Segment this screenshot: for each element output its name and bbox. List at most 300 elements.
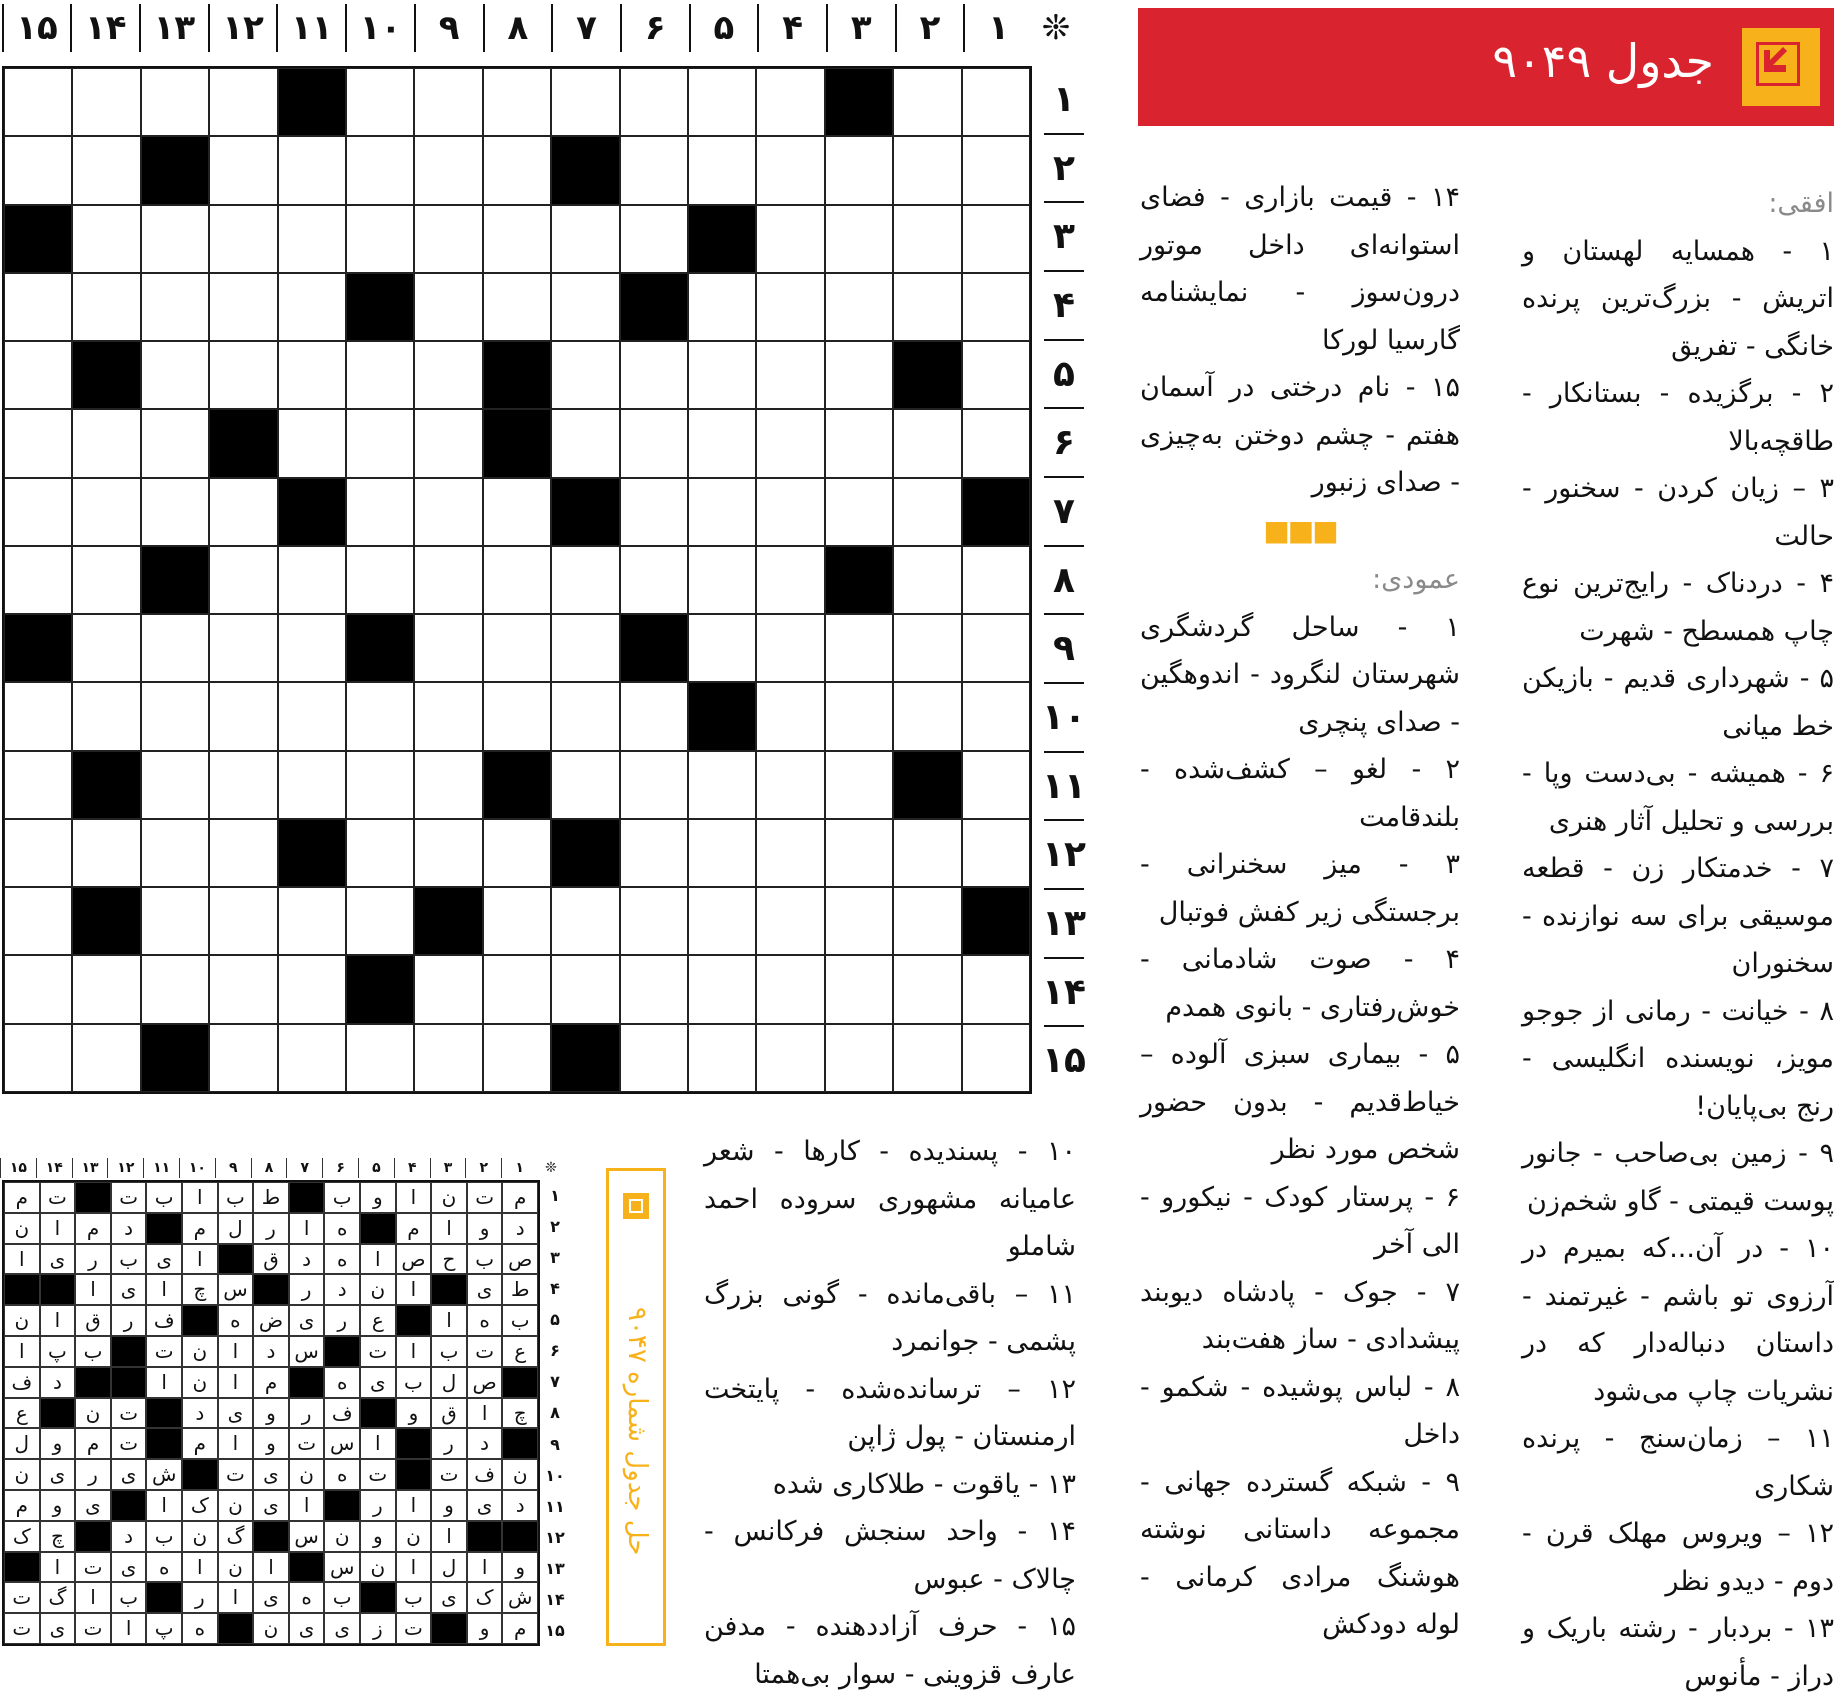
grid-cell[interactable]: [962, 273, 1030, 341]
column-number: ۵: [689, 4, 758, 52]
grid-cell[interactable]: [209, 136, 277, 204]
grid-cell[interactable]: [893, 1024, 961, 1092]
down-clue: ۱۲ – ترسانده‌شده - پایتخت ارمنستان - پول ژاپن: [704, 1373, 1076, 1452]
grid-cell[interactable]: [346, 887, 414, 955]
solution-black-cell: [111, 1336, 147, 1367]
solution-black-cell: [218, 1244, 254, 1275]
grid-cell[interactable]: [756, 819, 824, 887]
grid-cell[interactable]: [551, 205, 619, 273]
solution-cell: س: [289, 1336, 325, 1367]
solution-column-number: ۱۴: [36, 1158, 72, 1178]
grid-cell[interactable]: [141, 205, 209, 273]
solution-cell: ل: [4, 1428, 40, 1459]
grid-cell[interactable]: [893, 614, 961, 682]
row-number: ۶: [1044, 409, 1084, 478]
grid-cell[interactable]: [893, 546, 961, 614]
solution-cell: ن: [182, 1521, 218, 1552]
solution-cell: ن: [218, 1490, 254, 1521]
grid-cell[interactable]: [4, 1024, 72, 1092]
grid-cell[interactable]: [620, 1024, 688, 1092]
solution-cell: ه: [146, 1552, 182, 1583]
solution-cell: ر: [182, 1582, 218, 1613]
grid-cell[interactable]: [825, 136, 893, 204]
grid-cell[interactable]: [756, 614, 824, 682]
solution-cell: ر: [75, 1244, 111, 1275]
solution-row-number: ۱۲: [545, 1527, 565, 1547]
grid-cell[interactable]: [72, 614, 140, 682]
arrow-down-left-icon: [1760, 46, 1790, 76]
row-number: ۳: [1044, 203, 1084, 272]
black-cell: [209, 409, 277, 477]
solution-cell: ا: [396, 1336, 432, 1367]
grid-cell[interactable]: [962, 409, 1030, 477]
grid-cell[interactable]: [688, 955, 756, 1023]
down-clue: ۵ - بیماری سبزی آلوده – خیاط‌قدیم - بدون حضور شخص مورد نظر: [1140, 1039, 1460, 1165]
across-clue: ۳ – زیان کردن - سخنور - حالت: [1522, 473, 1834, 552]
across-clue: ۱۱ – زمان‌سنج - پرنده شکاری: [1522, 1423, 1834, 1502]
grid-cell[interactable]: [278, 136, 346, 204]
solution-column-numbers: [0, 1158, 565, 1178]
solution-cell: ن: [431, 1182, 467, 1213]
grid-cell[interactable]: [4, 819, 72, 887]
grid-cell[interactable]: [756, 546, 824, 614]
grid-cell[interactable]: [825, 341, 893, 409]
grid-cell[interactable]: [688, 751, 756, 819]
grid-cell[interactable]: [414, 819, 482, 887]
grid-cell[interactable]: [962, 751, 1030, 819]
solution-cell: د: [111, 1521, 147, 1552]
grid-cell[interactable]: [414, 205, 482, 273]
grid-cell[interactable]: [551, 68, 619, 136]
grid-cell[interactable]: [688, 819, 756, 887]
grid-cell[interactable]: [278, 1024, 346, 1092]
grid-cell[interactable]: [688, 887, 756, 955]
solution-row-number: ۵: [550, 1310, 560, 1330]
grid-cell[interactable]: [209, 273, 277, 341]
grid-cell[interactable]: [620, 546, 688, 614]
grid-cell[interactable]: [4, 546, 72, 614]
grid-cell[interactable]: [4, 68, 72, 136]
grid-cell[interactable]: [414, 341, 482, 409]
grid-cell[interactable]: [4, 136, 72, 204]
solution-cell: ص: [396, 1244, 432, 1275]
grid-cell[interactable]: [72, 955, 140, 1023]
grid-cell[interactable]: [962, 341, 1030, 409]
grid-cell[interactable]: [756, 341, 824, 409]
grid-cell[interactable]: [962, 136, 1030, 204]
grid-cell[interactable]: [483, 205, 551, 273]
column-number: ۱۳: [139, 4, 208, 52]
grid-cell[interactable]: [620, 409, 688, 477]
grid-cell[interactable]: [414, 682, 482, 750]
grid-cell[interactable]: [825, 409, 893, 477]
grid-cell[interactable]: [893, 205, 961, 273]
grid-cell[interactable]: [141, 614, 209, 682]
down-clue: ۱۴ - واحد سنجش فرکانس - چالاک - عبوس: [704, 1516, 1076, 1595]
grid-cell[interactable]: [141, 478, 209, 546]
grid-cell[interactable]: [72, 273, 140, 341]
row-number: ۹: [1044, 615, 1084, 684]
grid-cell[interactable]: [962, 819, 1030, 887]
grid-cell[interactable]: [346, 1024, 414, 1092]
grid-cell[interactable]: [414, 136, 482, 204]
grid-cell[interactable]: [72, 546, 140, 614]
solution-cell: ب: [75, 1336, 111, 1367]
black-cell: [72, 887, 140, 955]
grid-cell[interactable]: [346, 136, 414, 204]
grid-cell[interactable]: [620, 136, 688, 204]
grid-cell[interactable]: [141, 341, 209, 409]
grid-cell[interactable]: [483, 136, 551, 204]
grid-cell[interactable]: [688, 546, 756, 614]
grid-cell[interactable]: [209, 478, 277, 546]
grid-cell[interactable]: [551, 614, 619, 682]
black-cell: [483, 409, 551, 477]
grid-cell[interactable]: [278, 546, 346, 614]
grid-cell[interactable]: [414, 751, 482, 819]
grid-cell[interactable]: [278, 682, 346, 750]
grid-cell[interactable]: [4, 409, 72, 477]
grid-cell[interactable]: [620, 887, 688, 955]
grid-cell[interactable]: [278, 205, 346, 273]
grid-cell[interactable]: [483, 955, 551, 1023]
grid-cell[interactable]: [141, 955, 209, 1023]
grid-cell[interactable]: [825, 273, 893, 341]
solution-cell: ی: [253, 1490, 289, 1521]
solution-cell: ق: [75, 1305, 111, 1336]
grid-cell[interactable]: [688, 68, 756, 136]
grid-cell[interactable]: [209, 614, 277, 682]
grid-cell[interactable]: [346, 682, 414, 750]
grid-cell[interactable]: [4, 751, 72, 819]
grid-cell[interactable]: [209, 887, 277, 955]
grid-cell[interactable]: [72, 819, 140, 887]
grid-cell[interactable]: [414, 614, 482, 682]
solution-cell: ب: [396, 1367, 432, 1398]
grid-cell[interactable]: [756, 887, 824, 955]
solution-cell: ی: [75, 1490, 111, 1521]
grid-cell[interactable]: [346, 205, 414, 273]
grid-cell[interactable]: [72, 409, 140, 477]
solution-cell: ا: [360, 1244, 396, 1275]
solution-cell: ت: [218, 1459, 254, 1490]
solution-cell: ا: [146, 1367, 182, 1398]
grid-cell[interactable]: [346, 819, 414, 887]
grid-cell[interactable]: [483, 819, 551, 887]
solution-black-cell: [502, 1367, 538, 1398]
grid-cell[interactable]: [688, 409, 756, 477]
solution-cell: ت: [4, 1613, 40, 1644]
grid-cell[interactable]: [414, 68, 482, 136]
solution-cell: ا: [467, 1398, 503, 1429]
solution-cell: ا: [431, 1213, 467, 1244]
grid-cell[interactable]: [756, 273, 824, 341]
crossword-grid: [2, 66, 1032, 1094]
row-number: ۱۳: [1044, 890, 1084, 959]
grid-cell[interactable]: [278, 614, 346, 682]
grid-cell[interactable]: [483, 1024, 551, 1092]
grid-cell[interactable]: [688, 478, 756, 546]
down-clue: ۷ - جوک - پادشاه دیوبند پیشدادی - ساز هفت‌بند: [1140, 1276, 1460, 1355]
grid-cell[interactable]: [209, 751, 277, 819]
grid-cell[interactable]: [72, 478, 140, 546]
grid-cell[interactable]: [278, 273, 346, 341]
grid-cell[interactable]: [278, 409, 346, 477]
grid-cell[interactable]: [620, 205, 688, 273]
solution-black-cell: [396, 1305, 432, 1336]
grid-cell[interactable]: [346, 478, 414, 546]
column-number: ۱۱: [276, 4, 345, 52]
grid-cell[interactable]: [756, 1024, 824, 1092]
grid-cell[interactable]: [688, 341, 756, 409]
grid-cell[interactable]: [141, 273, 209, 341]
solution-cell: ن: [4, 1459, 40, 1490]
grid-cell[interactable]: [756, 955, 824, 1023]
grid-cell[interactable]: [346, 68, 414, 136]
solution-black-cell: [75, 1367, 111, 1398]
across-clues-column-2: [1140, 174, 1460, 584]
solution-cell: م: [253, 1367, 289, 1398]
grid-cell[interactable]: [209, 955, 277, 1023]
grid-cell[interactable]: [141, 751, 209, 819]
grid-cell[interactable]: [72, 68, 140, 136]
grid-cell[interactable]: [620, 955, 688, 1023]
solution-cell: ا: [4, 1336, 40, 1367]
solution-black-cell: [146, 1213, 182, 1244]
black-cell: [414, 887, 482, 955]
solution-cell: ه: [324, 1213, 360, 1244]
grid-cell[interactable]: [962, 205, 1030, 273]
solution-cell: ل: [431, 1552, 467, 1583]
solution-cell: ی: [431, 1582, 467, 1613]
down-clue: ۱۳ - یاقوت - طلاکاری شده: [772, 1468, 1076, 1500]
column-number: ۱۲: [208, 4, 277, 52]
solution-cell: ا: [467, 1552, 503, 1583]
solution-row-number: ۹: [550, 1434, 560, 1454]
solution-cell: ی: [40, 1244, 76, 1275]
grid-cell[interactable]: [756, 478, 824, 546]
solution-cell: ب: [111, 1244, 147, 1275]
solution-cell: ر: [431, 1428, 467, 1459]
grid-cell[interactable]: [209, 341, 277, 409]
solution-cell: و: [360, 1521, 396, 1552]
grid-cell[interactable]: [551, 341, 619, 409]
grid-cell[interactable]: [414, 273, 482, 341]
grid-cell[interactable]: [209, 1024, 277, 1092]
grid-cell[interactable]: [688, 614, 756, 682]
grid-cell[interactable]: [893, 136, 961, 204]
grid-cell[interactable]: [346, 409, 414, 477]
black-cell: [278, 819, 346, 887]
grid-cell[interactable]: [756, 68, 824, 136]
grid-cell[interactable]: [278, 955, 346, 1023]
solution-cell: ی: [467, 1274, 503, 1305]
grid-cell[interactable]: [414, 409, 482, 477]
grid-cell[interactable]: [756, 205, 824, 273]
grid-cell[interactable]: [893, 819, 961, 887]
solution-cell: م: [182, 1213, 218, 1244]
grid-cell[interactable]: [346, 751, 414, 819]
grid-cell[interactable]: [141, 409, 209, 477]
grid-cell[interactable]: [962, 614, 1030, 682]
solution-cell: ص: [467, 1367, 503, 1398]
grid-cell[interactable]: [4, 273, 72, 341]
grid-cell[interactable]: [278, 887, 346, 955]
grid-cell[interactable]: [620, 819, 688, 887]
grid-cell[interactable]: [756, 409, 824, 477]
solution-cell: م: [4, 1182, 40, 1213]
grid-cell[interactable]: [346, 546, 414, 614]
grid-cell[interactable]: [141, 68, 209, 136]
solution-cell: ن: [253, 1613, 289, 1644]
solution-cell: د: [502, 1490, 538, 1521]
grid-cell[interactable]: [209, 68, 277, 136]
grid-cell[interactable]: [825, 682, 893, 750]
grid-cell[interactable]: [688, 273, 756, 341]
grid-cell[interactable]: [278, 341, 346, 409]
grid-cell[interactable]: [893, 682, 961, 750]
solution-cell: ه: [289, 1582, 325, 1613]
grid-cell[interactable]: [893, 955, 961, 1023]
column-number: ۴: [757, 4, 826, 52]
grid-cell[interactable]: [893, 478, 961, 546]
grid-cell[interactable]: [893, 273, 961, 341]
black-cell: [893, 751, 961, 819]
grid-cell[interactable]: [825, 819, 893, 887]
solution-cell: ن: [218, 1552, 254, 1583]
grid-cell[interactable]: [141, 887, 209, 955]
black-cell: [551, 136, 619, 204]
grid-cell[interactable]: [209, 546, 277, 614]
grid-cell[interactable]: [620, 478, 688, 546]
grid-cell[interactable]: [962, 68, 1030, 136]
solution-cell: ی: [218, 1398, 254, 1429]
solution-cell: ا: [289, 1213, 325, 1244]
solution-cell: ح: [431, 1244, 467, 1275]
grid-cell[interactable]: [551, 682, 619, 750]
grid-cell[interactable]: [4, 478, 72, 546]
down-clues-column-1: [1140, 556, 1460, 1651]
grid-cell[interactable]: [4, 682, 72, 750]
grid-cell[interactable]: [551, 409, 619, 477]
across-clue: ۶ - همیشه - بی‌دست وپا - بررسی و تحلیل آثار هنری: [1522, 758, 1834, 837]
solution-black-cell: [253, 1274, 289, 1305]
grid-cell[interactable]: [483, 478, 551, 546]
across-clue: ۱ - همسایه لهستان و اتریش - بزرگ‌ترین پرنده خانگی - تفریق: [1522, 235, 1834, 362]
grid-cell[interactable]: [825, 887, 893, 955]
grid-cell[interactable]: [893, 409, 961, 477]
grid-cell[interactable]: [962, 682, 1030, 750]
black-cell: [72, 751, 140, 819]
grid-cell[interactable]: [483, 887, 551, 955]
across-clue: ۸ - خیانت - رمانی از جوجو مویز، نویسنده انگلیسی - رنج بی‌پایان!: [1522, 995, 1834, 1122]
grid-cell[interactable]: [483, 68, 551, 136]
grid-cell[interactable]: [551, 955, 619, 1023]
grid-cell[interactable]: [825, 205, 893, 273]
grid-cell[interactable]: [414, 546, 482, 614]
solution-cell: ه: [324, 1459, 360, 1490]
grid-cell[interactable]: [688, 136, 756, 204]
grid-cell[interactable]: [483, 273, 551, 341]
solution-cell: م: [75, 1428, 111, 1459]
grid-cell[interactable]: [825, 955, 893, 1023]
grid-cell[interactable]: [688, 1024, 756, 1092]
grid-cell[interactable]: [756, 136, 824, 204]
grid-cell[interactable]: [893, 887, 961, 955]
grid-cell[interactable]: [209, 205, 277, 273]
grid-cell[interactable]: [551, 546, 619, 614]
solution-black-cell: [218, 1613, 254, 1644]
grid-cell[interactable]: [962, 546, 1030, 614]
grid-cell[interactable]: [414, 478, 482, 546]
grid-cell[interactable]: [278, 751, 346, 819]
grid-cell[interactable]: [414, 1024, 482, 1092]
solution-black-cell: [360, 1582, 396, 1613]
grid-cell[interactable]: [893, 68, 961, 136]
grid-cell[interactable]: [825, 1024, 893, 1092]
grid-cell[interactable]: [141, 682, 209, 750]
grid-cell[interactable]: [209, 819, 277, 887]
grid-cell[interactable]: [209, 682, 277, 750]
grid-cell[interactable]: [483, 682, 551, 750]
solution-cell: چ: [40, 1521, 76, 1552]
grid-cell[interactable]: [620, 751, 688, 819]
grid-cell[interactable]: [551, 273, 619, 341]
grid-cell[interactable]: [825, 478, 893, 546]
grid-cell[interactable]: [483, 546, 551, 614]
grid-cell[interactable]: [551, 887, 619, 955]
solution-cell: ا: [218, 1367, 254, 1398]
grid-cell[interactable]: [72, 205, 140, 273]
solution-cell: ب: [502, 1305, 538, 1336]
grid-cell[interactable]: [962, 1024, 1030, 1092]
solution-black-cell: [324, 1490, 360, 1521]
grid-cell[interactable]: [825, 614, 893, 682]
solution-cell: ف: [467, 1459, 503, 1490]
across-clue: ۱۲ – ویروس مهلک قرن - دوم - دیدو نظر: [1522, 1518, 1834, 1597]
grid-cell[interactable]: [141, 819, 209, 887]
grid-cell[interactable]: [72, 1024, 140, 1092]
grid-cell[interactable]: [4, 887, 72, 955]
grid-cell[interactable]: [620, 682, 688, 750]
grid-cell[interactable]: [756, 751, 824, 819]
grid-cell[interactable]: [620, 68, 688, 136]
grid-cell[interactable]: [825, 751, 893, 819]
grid-cell[interactable]: [962, 955, 1030, 1023]
grid-cell[interactable]: [483, 614, 551, 682]
solution-column-number: ۱۳: [72, 1158, 108, 1178]
solution-column-number: ۲: [465, 1158, 501, 1178]
grid-cell[interactable]: [72, 136, 140, 204]
grid-cell[interactable]: [4, 341, 72, 409]
solution-cell: ت: [360, 1336, 396, 1367]
solution-cell: ا: [40, 1305, 76, 1336]
solution-column-number: ۵: [358, 1158, 394, 1178]
grid-cell[interactable]: [756, 682, 824, 750]
grid-cell[interactable]: [346, 341, 414, 409]
grid-cell[interactable]: [551, 751, 619, 819]
row-number: ۱۱: [1044, 753, 1084, 822]
grid-cell[interactable]: [4, 955, 72, 1023]
grid-cell[interactable]: [620, 341, 688, 409]
solution-cell: ه: [324, 1367, 360, 1398]
grid-cell[interactable]: [72, 682, 140, 750]
column-number: ۷: [551, 4, 620, 52]
logo: [1742, 28, 1820, 106]
down-heading: عمودی:: [1372, 564, 1460, 595]
across-clue: ۱۴ - قیمت بازاری - فضای استوانه‌ای داخل موتور درون‌سوز - نمایشنامه گارسیا لورکا: [1140, 182, 1460, 356]
grid-cell[interactable]: [414, 955, 482, 1023]
